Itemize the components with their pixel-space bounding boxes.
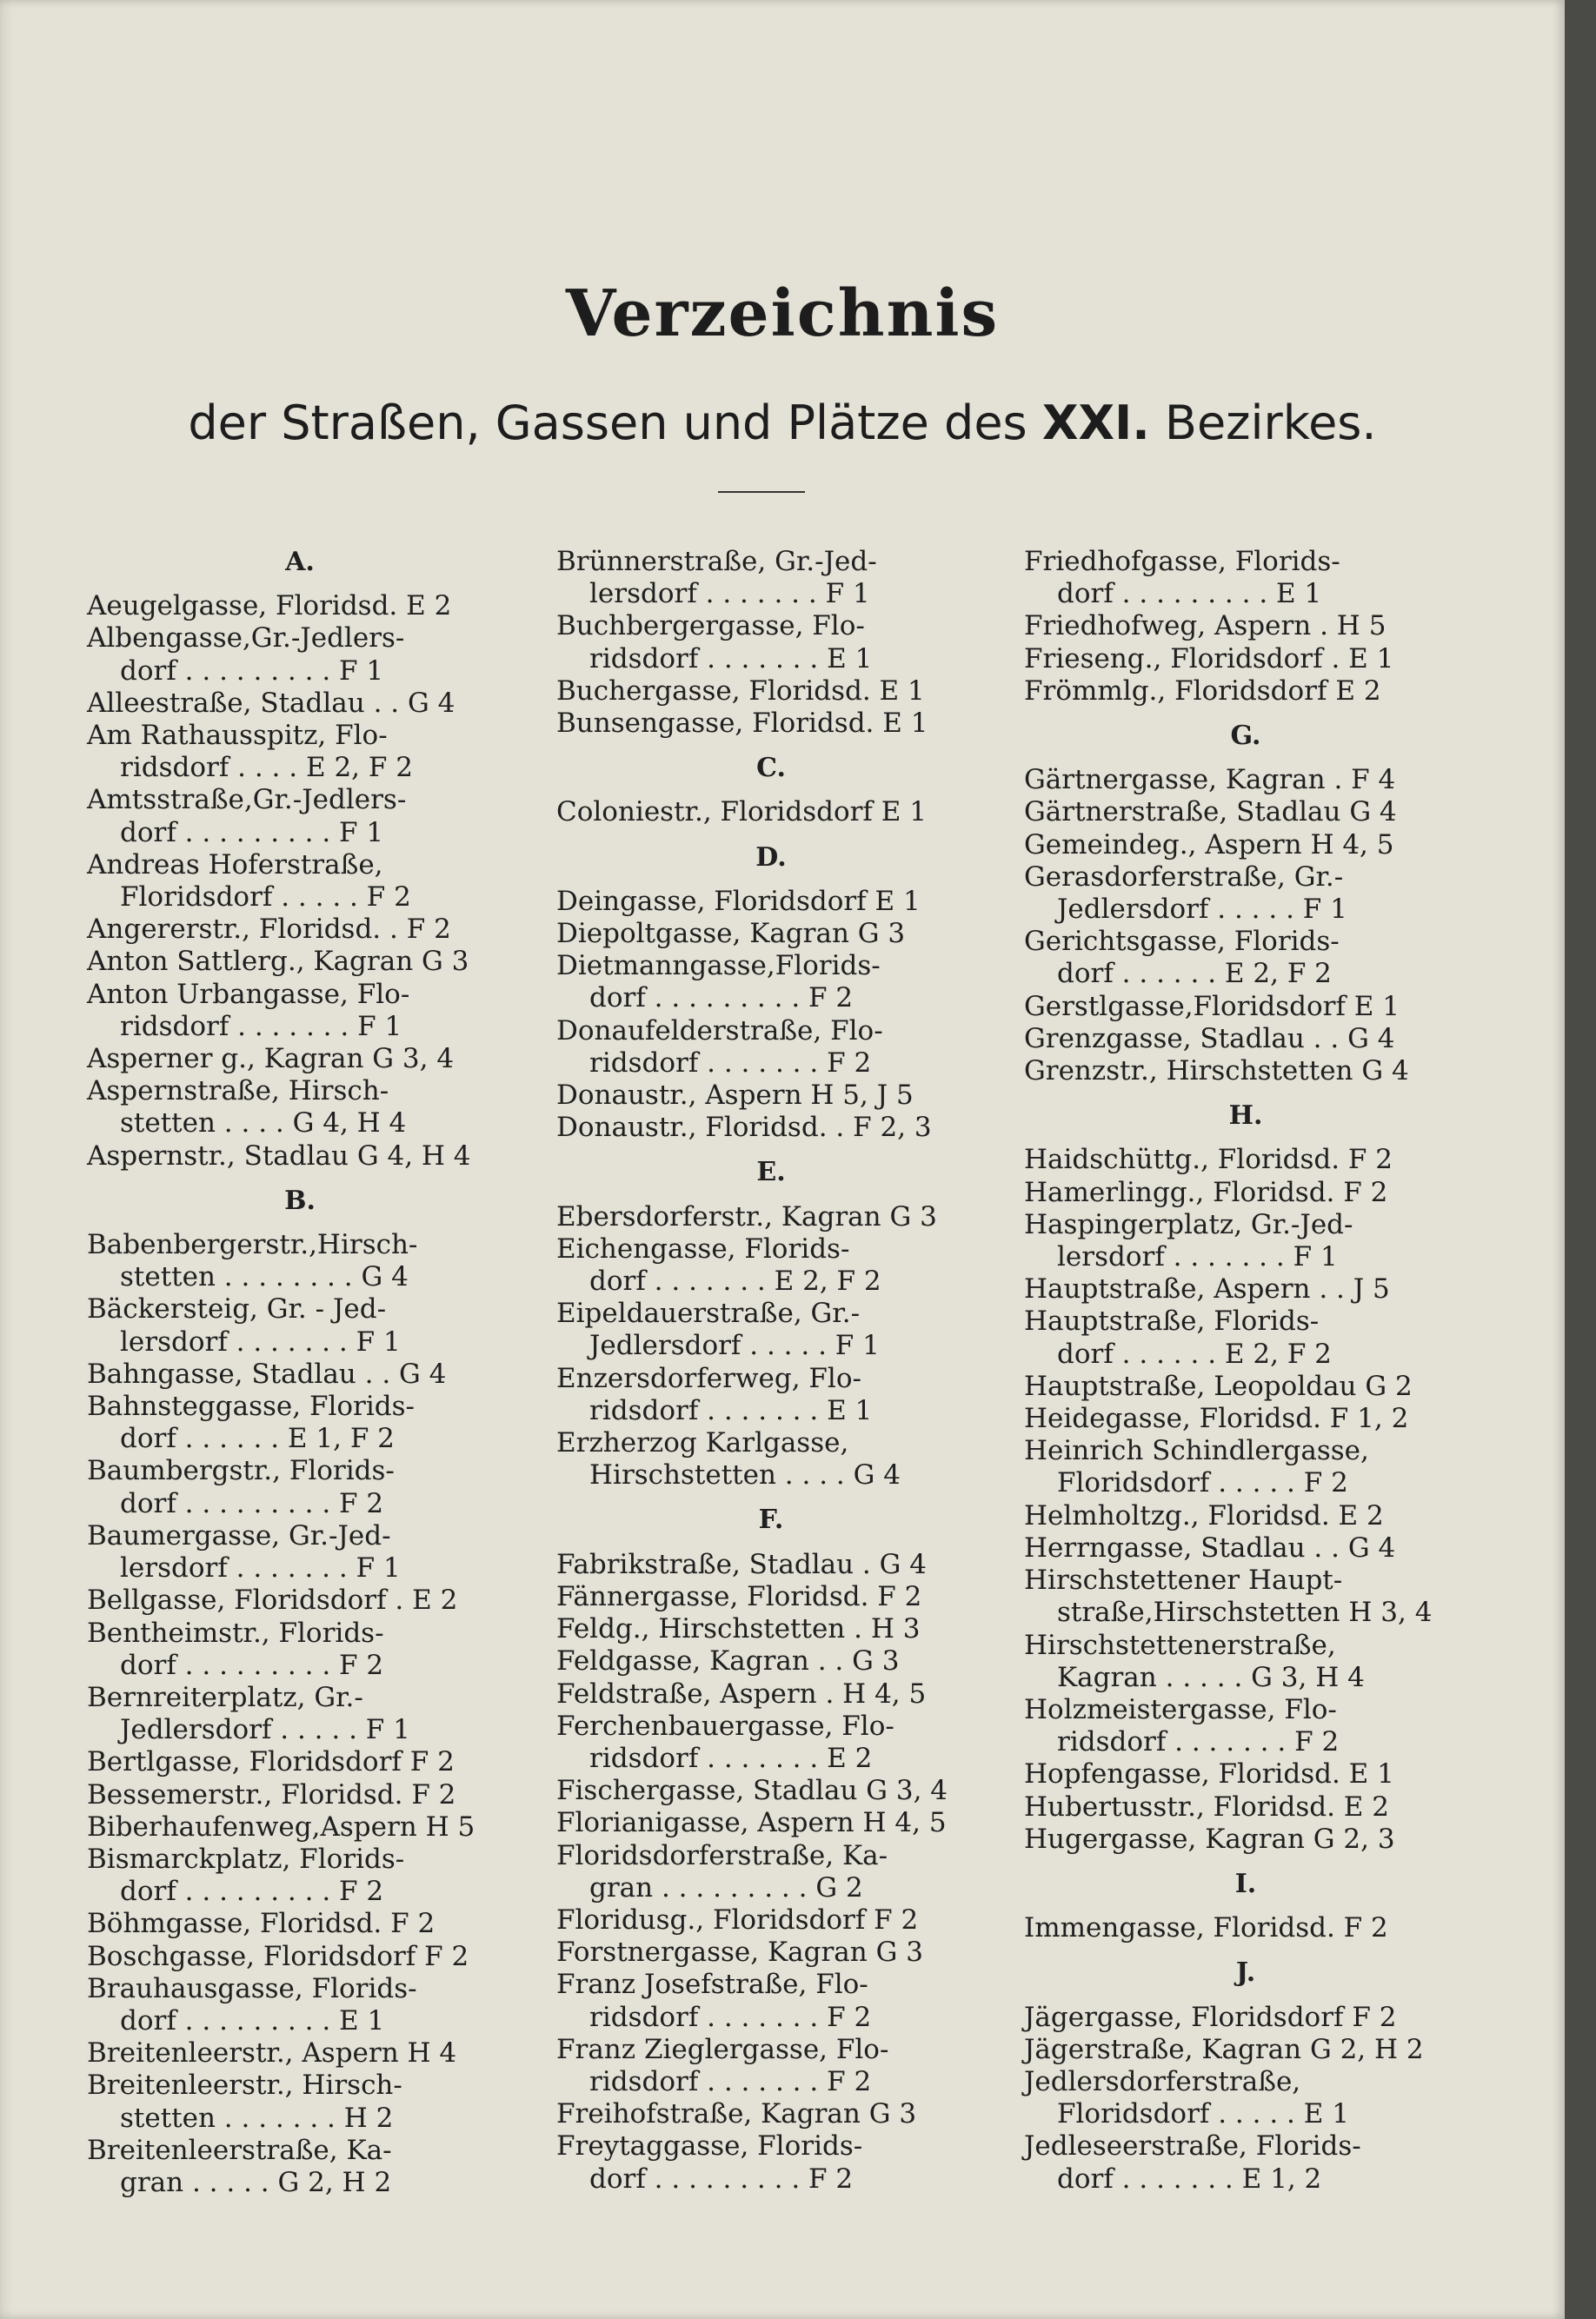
index-entry-line: dorf . . . . . . . . . F 1 [120, 816, 384, 848]
index-entry-line: Alleestraße, Stadlau . . G 4 [87, 687, 456, 719]
index-entry-line: Breitenleerstr., Hirsch- [87, 2070, 402, 2102]
index-entry-line: Gemeindeg., Aspern H 4, 5 [1024, 828, 1394, 860]
index-entry-line: ridsdorf . . . . . . . E 1 [589, 1394, 873, 1426]
index-entry-line: Jedlersdorf . . . . . F 1 [1057, 894, 1347, 926]
index-entry-line: Fischergasse, Stadlau G 3, 4 [556, 1775, 948, 1807]
index-entry-line: Asperner g., Kagran G 3, 4 [87, 1043, 455, 1075]
index-entry-line: Floridsdorf . . . . . F 2 [1057, 1467, 1348, 1499]
section-letter: E. [756, 1157, 786, 1188]
index-entry-line: dorf . . . . . . . . . F 2 [120, 1487, 384, 1519]
index-entry-line: Jedlersdorf . . . . . F 1 [589, 1330, 880, 1362]
index-entry-line: Fabrikstraße, Stadlau . G 4 [556, 1548, 927, 1580]
index-entry-line: Helmholtzg., Floridsd. E 2 [1024, 1499, 1384, 1532]
index-entry-line: Gärtnergasse, Kagran . F 4 [1024, 764, 1396, 796]
index-entry-line: Hubertusstr., Floridsd. E 2 [1024, 1791, 1390, 1823]
index-entry-line: Bahngasse, Stadlau . . G 4 [87, 1358, 447, 1390]
index-entry-line: Herrngasse, Stadlau . . G 4 [1024, 1532, 1396, 1564]
index-entry-line: Forstnergasse, Kagran G 3 [556, 1937, 923, 1969]
index-entry-line: dorf . . . . . . . . . F 1 [120, 655, 384, 687]
index-entry-line: Ebersdorferstr., Kagran G 3 [556, 1200, 937, 1233]
index-entry-line: Donaustr., Floridsd. . F 2, 3 [556, 1112, 932, 1144]
index-entry-line: dorf . . . . . . . . . F 2 [589, 2163, 854, 2195]
index-column-2 [556, 546, 986, 2196]
index-entry-line: Franz Zieglergasse, Flo- [556, 2033, 889, 2065]
index-entry-line: lersdorf . . . . . . . F 1 [120, 1552, 401, 1585]
index-entry-line: Gerstlgasse,Floridsdorf E 1 [1024, 990, 1400, 1022]
index-entry-line: Am Rathausspitz, Flo- [87, 720, 388, 752]
subtitle-text: der Straßen, Gassen und Plätze des [188, 395, 1042, 450]
index-entry-line: Florianigasse, Aspern H 4, 5 [556, 1807, 947, 1839]
subtitle-text-end: Bezirkes. [1149, 395, 1377, 450]
index-entry-line: Hamerlingg., Floridsd. F 2 [1024, 1176, 1388, 1208]
index-entry-line: Diepoltgasse, Kagran G 3 [556, 918, 906, 950]
index-entry-line: Freihofstraße, Kagran G 3 [556, 2098, 917, 2130]
index-entry-line: dorf . . . . . . . . . F 2 [589, 982, 854, 1014]
index-entry-line: Biberhaufenweg,Aspern H 5 [87, 1811, 475, 1843]
index-entry-line: Hirschstettenerstraße, [1024, 1629, 1336, 1661]
index-entry-line: Grenzgasse, Stadlau . . G 4 [1024, 1022, 1395, 1054]
index-entry-line: Bentheimstr., Florids- [87, 1617, 384, 1649]
index-entry-line: Heinrich Schindlergasse, [1024, 1435, 1369, 1467]
index-entry-line: Jedlersdorferstraße, [1024, 2065, 1301, 2097]
index-entry-line: Enzersdorferweg, Flo- [556, 1362, 861, 1394]
index-entry-line: Frieseng., Floridsdorf . E 1 [1024, 642, 1394, 674]
index-entry-line: Bahnsteggasse, Florids- [87, 1391, 415, 1423]
index-entry-line: Feldg., Hirschstetten . H 3 [556, 1613, 921, 1645]
index-entry-line: dorf . . . . . . . . . E 1 [120, 2004, 385, 2037]
index-entry-line: Haidschüttg., Floridsd. F 2 [1024, 1144, 1393, 1176]
index-entry-line: Feldgasse, Kagran . . G 3 [556, 1645, 900, 1678]
index-entry-line: ridsdorf . . . . . . . E 2 [589, 1742, 873, 1774]
index-entry-line: dorf . . . . . . . . . E 1 [1057, 578, 1322, 610]
index-entry-line: ridsdorf . . . . . . . F 2 [589, 2001, 872, 2033]
index-entry-line: Grenzstr., Hirschstetten G 4 [1024, 1055, 1409, 1087]
index-entry-line: Hugergasse, Kagran G 2, 3 [1024, 1823, 1395, 1855]
index-entry-line: Floridsdorf . . . . . F 2 [120, 881, 411, 914]
index-entry-line: Dietmanngasse,Florids- [556, 950, 881, 982]
index-entry-line: dorf . . . . . . . . . F 2 [120, 1649, 384, 1681]
index-entry-line: Andreas Hoferstraße, [87, 848, 383, 880]
index-entry-line: Hauptstraße, Florids- [1024, 1306, 1320, 1338]
index-entry-line: dorf . . . . . . . . . F 2 [120, 1876, 384, 1908]
subtitle-district: XXI. [1041, 395, 1150, 450]
index-entry-line: Jägergasse, Floridsdorf F 2 [1024, 2001, 1397, 2033]
index-entry-line: Aeugelgasse, Floridsd. E 2 [87, 590, 452, 622]
section-letter: D. [755, 841, 787, 873]
page-subtitle [0, 395, 1565, 450]
index-entry-line: Buchergasse, Floridsd. E 1 [556, 674, 925, 707]
index-entry-line: lersdorf . . . . . . . F 1 [589, 578, 870, 610]
index-entry-line: ridsdorf . . . . . . . F 2 [589, 2065, 872, 2097]
index-entry-line: gran . . . . . . . . . G 2 [589, 1871, 863, 1904]
index-entry-line: Feldstraße, Aspern . H 4, 5 [556, 1678, 927, 1710]
index-entry-line: Gerichtsgasse, Florids- [1024, 926, 1340, 958]
index-column-1 [87, 546, 513, 2199]
section-letter: A. [285, 547, 315, 577]
index-entry-line: stetten . . . . . . . . G 4 [120, 1261, 409, 1293]
index-entry-line: Bellgasse, Floridsdorf . E 2 [87, 1585, 458, 1617]
section-letter: G. [1230, 721, 1261, 752]
index-entry-line: Bismarckplatz, Florids- [87, 1843, 405, 1875]
section-letter: I. [1234, 1868, 1257, 1899]
index-entry-line: ridsdorf . . . . E 2, F 2 [120, 752, 413, 784]
index-entry-line: Fännergasse, Floridsd. F 2 [556, 1580, 922, 1612]
index-entry-line: ridsdorf . . . . . . . E 1 [589, 642, 873, 674]
index-entry-line: Baumergasse, Gr.-Jed- [87, 1519, 391, 1552]
index-entry-line: ridsdorf . . . . . . . F 2 [1057, 1726, 1340, 1758]
page-title: Verzeichnis [565, 276, 1000, 351]
index-entry-line: Babenbergerstr.,Hirsch- [87, 1229, 418, 1261]
index-entry-line: Friedhofweg, Aspern . H 5 [1024, 610, 1387, 642]
index-entry-line: Bernreiterplatz, Gr.- [87, 1681, 363, 1713]
index-entry-line: Albengasse,Gr.-Jedlers- [87, 622, 405, 655]
index-entry-line: Boschgasse, Floridsdorf F 2 [87, 1940, 469, 1972]
section-letter: C. [756, 753, 786, 784]
index-entry-line: Hauptstraße, Aspern . . J 5 [1024, 1273, 1390, 1306]
index-entry-line: Donaustr., Aspern H 5, J 5 [556, 1080, 914, 1112]
section-letter: H. [1228, 1100, 1263, 1132]
index-entry-line: Hauptstraße, Leopoldau G 2 [1024, 1370, 1413, 1402]
index-entry-line: Heidegasse, Floridsd. F 1, 2 [1024, 1403, 1409, 1435]
index-entry-line: dorf . . . . . . E 2, F 2 [1057, 958, 1332, 990]
index-entry-line: Bunsengasse, Floridsd. E 1 [556, 708, 928, 740]
index-entry-line: Gärtnerstraße, Stadlau G 4 [1024, 796, 1397, 828]
section-letter: J. [1235, 1957, 1256, 1989]
index-entry-line: Floridusg., Floridsdorf F 2 [556, 1904, 919, 1936]
index-entry-line: Breitenleerstr., Aspern H 4 [87, 2037, 457, 2070]
index-entry-line: Bertlgasse, Floridsdorf F 2 [87, 1746, 455, 1778]
index-entry-line: Breitenleerstraße, Ka- [87, 2134, 392, 2166]
index-entry-line: Hirschstetten . . . . G 4 [589, 1459, 901, 1492]
index-entry-line: Deingasse, Floridsdorf E 1 [556, 885, 921, 917]
index-entry-line: Franz Josefstraße, Flo- [556, 1969, 868, 2001]
index-entry-line: Ferchenbauergasse, Flo- [556, 1710, 894, 1742]
index-entry-line: Jägerstraße, Kagran G 2, H 2 [1024, 2033, 1424, 2065]
index-entry-line: dorf . . . . . . E 2, F 2 [1057, 1338, 1332, 1370]
index-entry-line: Floridsdorf . . . . . E 1 [1057, 2098, 1349, 2130]
index-entry-line: Eipeldauerstraße, Gr.- [556, 1298, 861, 1330]
index-entry-line: Jedlersdorf . . . . . F 1 [120, 1714, 410, 1746]
index-entry-line: lersdorf . . . . . . . F 1 [120, 1326, 401, 1358]
index-entry-line: Buchbergergasse, Flo- [556, 610, 865, 642]
index-entry-line: straße,Hirschstetten H 3, 4 [1057, 1597, 1433, 1629]
index-entry-line: Brünnerstraße, Gr.-Jed- [556, 546, 877, 577]
index-entry-line: gran . . . . . G 2, H 2 [120, 2166, 392, 2198]
section-letter: B. [284, 1185, 316, 1216]
index-entry-line: Angererstr., Floridsd. . F 2 [87, 914, 451, 946]
index-entry-line: Frömmlg., Floridsdorf E 2 [1024, 674, 1381, 707]
index-entry-line: Kagran . . . . . G 3, H 4 [1057, 1661, 1365, 1693]
index-entry-line: Aspernstraße, Hirsch- [87, 1075, 389, 1107]
index-entry-line: Brauhausgasse, Florids- [87, 1972, 417, 2004]
index-entry-line: Böhmgasse, Floridsd. F 2 [87, 1908, 436, 1940]
title-divider [718, 491, 805, 493]
index-entry-line: Floridsdorferstraße, Ka- [556, 1839, 888, 1871]
index-entry-line: dorf . . . . . . E 1, F 2 [120, 1423, 395, 1455]
index-entry-line: Hopfengasse, Floridsd. E 1 [1024, 1758, 1394, 1791]
index-entry-line: Gerasdorferstraße, Gr.- [1024, 860, 1344, 893]
index-entry-line: stetten . . . . . . . H 2 [120, 2102, 394, 2134]
index-entry-line: dorf . . . . . . . E 2, F 2 [589, 1266, 881, 1298]
index-entry-line: dorf . . . . . . . E 1, 2 [1057, 2163, 1322, 2195]
index-entry-line: ridsdorf . . . . . . . F 2 [589, 1047, 872, 1079]
index-entry-line: Bäckersteig, Gr. - Jed- [87, 1293, 387, 1326]
index-entry-line: Erzherzog Karlgasse, [556, 1427, 849, 1459]
index-entry-line: Baumbergstr., Florids- [87, 1455, 395, 1487]
index-entry-line: lersdorf . . . . . . . F 1 [1057, 1241, 1338, 1273]
index-entry-line: ridsdorf . . . . . . . F 1 [120, 1010, 402, 1042]
section-letter: F. [758, 1505, 784, 1536]
index-entry-line: Friedhofgasse, Florids- [1024, 546, 1340, 577]
index-entry-line: Eichengasse, Florids- [556, 1233, 850, 1265]
index-entry-line: Aspernstr., Stadlau G 4, H 4 [87, 1140, 471, 1172]
index-entry-line: Donaufelderstraße, Flo- [556, 1014, 883, 1047]
index-entry-line: Anton Urbangasse, Flo- [87, 978, 410, 1010]
index-column-3 [1024, 546, 1467, 2196]
index-entry-line: Hirschstettener Haupt- [1024, 1565, 1343, 1597]
index-entry-line: stetten . . . . G 4, H 4 [120, 1107, 407, 1140]
index-entry-line: Freytaggasse, Florids- [556, 2130, 863, 2163]
index-entry-line: Amtsstraße,Gr.-Jedlers- [87, 784, 407, 816]
index-entry-line: Haspingerplatz, Gr.-Jed- [1024, 1208, 1353, 1240]
index-entry-line: Jedleseerstraße, Florids- [1024, 2130, 1361, 2163]
index-entry-line: Bessemerstr., Floridsd. F 2 [87, 1778, 456, 1811]
index-entry-line: Anton Sattlerg., Kagran G 3 [87, 946, 469, 978]
index-entry-line: Coloniestr., Floridsdorf E 1 [556, 796, 927, 828]
index-entry-line: Immengasse, Floridsd. F 2 [1024, 1912, 1388, 1944]
index-entry-line: Holzmeistergasse, Flo- [1024, 1693, 1337, 1725]
